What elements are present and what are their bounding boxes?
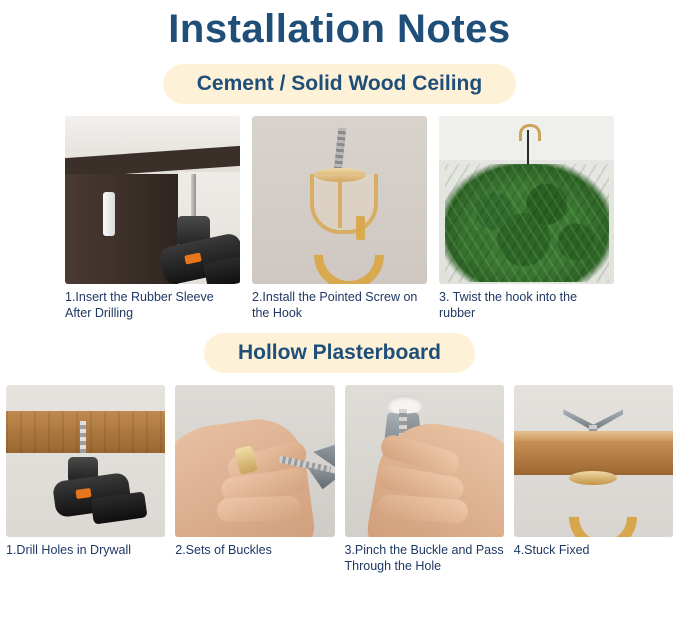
hook-with-screw-photo [252,116,427,284]
section-1-steps-row [0,116,679,321]
section-2-banner-wrap [0,333,679,373]
step-caption: 2.Sets of Buckles [175,543,272,558]
step-caption: 2.Install the Pointed Screw on the Hook [252,290,418,320]
step-caption: 1.Drill Holes in Drywall [6,543,132,558]
page-title: Installation Notes [168,7,511,51]
step-item [65,116,240,321]
section-1-banner-wrap [0,64,679,104]
step-caption: 3. Twist the hook into the rubber [439,290,578,320]
stuck-fixed-photo [514,385,673,537]
section-banner-cement: Cement / Solid Wood Ceiling [163,64,516,104]
step-item [252,116,427,321]
step-item [439,116,614,321]
step-caption: 3.Pinch the Buckle and Pass Through the Hole [344,543,504,573]
step-caption: 1.Insert the Rubber Sleeve After Drilling [65,290,214,320]
toggle-buckle-set-photo [175,385,334,537]
step-item [345,385,504,574]
step-caption: 4.Stuck Fixed [513,543,590,558]
drill-drywall-photo [6,385,165,537]
step-item [175,385,334,574]
step-item [514,385,673,574]
step-item [6,385,165,574]
section-banner-plasterboard: Hollow Plasterboard [204,333,475,373]
drill-rubber-sleeve-photo [65,116,240,284]
installation-notes-page [0,6,679,619]
hanging-fern-photo [439,116,614,284]
pinch-buckle-photo [345,385,504,537]
section-2-steps-row [0,385,679,574]
